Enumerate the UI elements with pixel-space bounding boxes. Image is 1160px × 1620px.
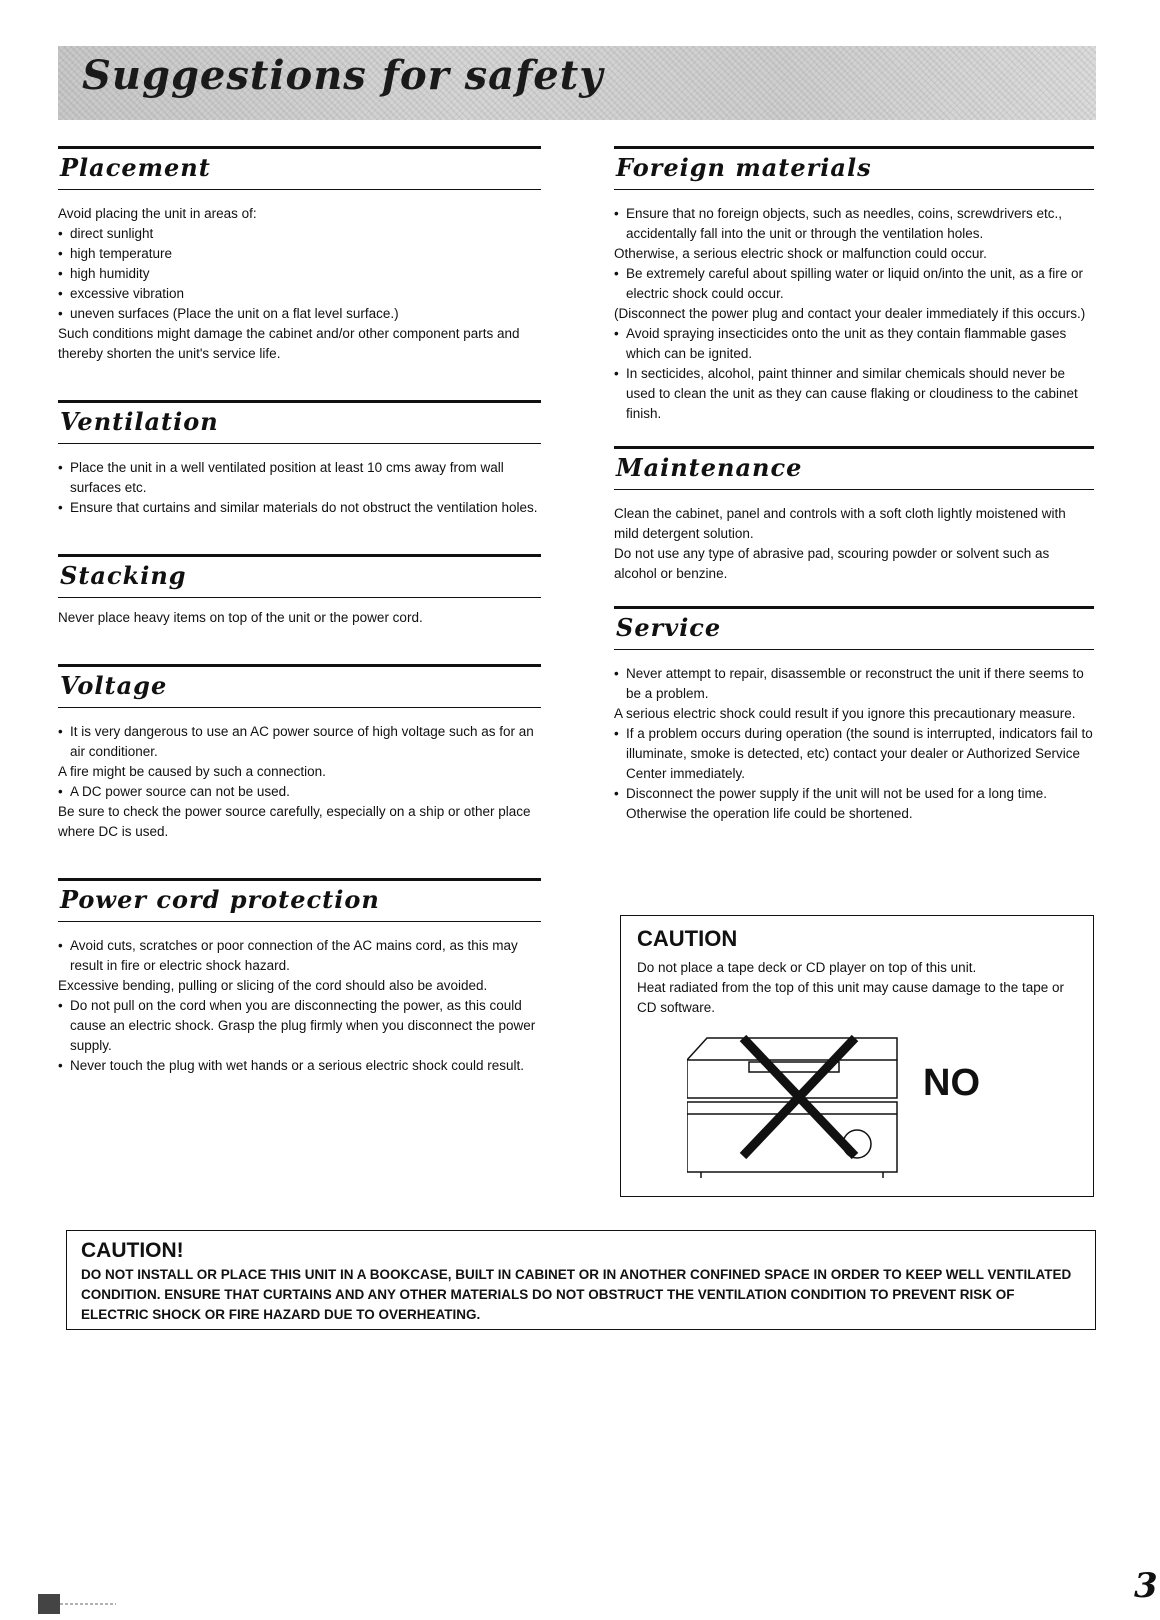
list-item-sub: A serious electric shock could result if you ignore this precautionary measure. <box>614 706 1076 721</box>
section-header <box>58 400 541 444</box>
section-body <box>614 204 1094 424</box>
section-stacking <box>58 554 541 628</box>
right-column <box>614 146 1094 824</box>
section-header <box>58 878 541 922</box>
power-cord-list <box>58 936 541 1076</box>
section-header <box>614 146 1094 190</box>
foreign-list <box>614 204 1094 424</box>
list-item: • Avoid spraying insecticides onto the unit as they contain flammable gases which can be ignited. <box>614 324 1094 364</box>
section-header <box>58 146 541 190</box>
list-item: • Avoid cuts, scratches or poor connection of the AC mains cord, as this may result in fire or electric shock hazard. <box>58 936 541 976</box>
section-ventilation <box>58 400 541 518</box>
list-item-sub: Excessive bending, pulling or slicing of the cord should also be avoided. <box>58 978 488 993</box>
section-placement <box>58 146 541 364</box>
lower-unit <box>687 1102 897 1172</box>
upper-unit-top <box>687 1038 897 1060</box>
list-item: • Never attempt to repair, disassemble or reconstruct the unit if there seems to be a problem. <box>614 664 1094 704</box>
left-column <box>58 146 541 1076</box>
caution-line: Do not place a tape deck or CD player on top of this unit. <box>637 960 977 975</box>
list-item: • Ensure that no foreign objects, such as needles, coins, screwdrivers etc., accidentally fall into the unit or through the ventilation holes. <box>614 204 1094 244</box>
section-foreign-materials <box>614 146 1094 424</box>
maintenance-p2: Do not use any type of abrasive pad, scouring powder or solvent such as alcohol or benzine. <box>614 546 1050 581</box>
list-item: • Never touch the plug with wet hands or a serious electric shock could result. <box>58 1056 541 1076</box>
list-item: • Disconnect the power supply if the unit will not be used for a long time. Otherwise the operation life could be shortened. <box>614 784 1094 824</box>
scan-mark-icon <box>38 1590 118 1616</box>
bottom-caution-title: CAUTION! <box>81 1239 184 1262</box>
section-header <box>614 606 1094 650</box>
section-service <box>614 606 1094 824</box>
no-label: NO <box>923 1062 980 1104</box>
ventilation-list <box>58 458 541 518</box>
section-title-stacking: Stacking <box>60 561 187 590</box>
section-header <box>58 664 541 708</box>
bottom-caution-box <box>66 1230 1096 1330</box>
caution-box <box>620 915 1094 1197</box>
section-title-service: Service <box>616 613 722 642</box>
section-voltage <box>58 664 541 842</box>
bottom-caution-text: DO NOT INSTALL OR PLACE THIS UNIT IN A BOOKCASE, BUILT IN CABINET OR IN ANOTHER CONFINED SPACE IN ORDER TO KEEP WELL VENTILATED CONDITION. ENSURE THAT CURTAINS AND ANY OTHER MATERIALS DO NOT OBSTRUCT THE VENTILATION CONDITION TO PREVENT RISK OF ELECTRIC SHOCK OR FIRE HAZARD DUE TO OVERHEATING. <box>81 1267 1072 1322</box>
list-item-sub: (Disconnect the power plug and contact your dealer immediately if this occurs.) <box>614 306 1086 321</box>
list-item: • uneven surfaces (Place the unit on a flat level surface.) <box>58 304 541 324</box>
section-body <box>614 664 1094 824</box>
stacking-text: Never place heavy items on top of the unit or the power cord. <box>58 610 423 625</box>
section-body <box>614 504 1094 584</box>
section-title-power-cord: Power cord protection <box>60 885 380 914</box>
section-power-cord <box>58 878 541 1076</box>
caution-line: Heat radiated from the top of this unit may cause damage to the tape or CD software. <box>637 980 1064 1015</box>
header-banner <box>58 46 1096 120</box>
list-item: • high temperature <box>58 244 541 264</box>
placement-list <box>58 224 541 324</box>
list-item: • direct sunlight <box>58 224 541 244</box>
no-cross-icon <box>743 1038 855 1156</box>
section-title-foreign-materials: Foreign materials <box>616 153 872 182</box>
list-item: • It is very dangerous to use an AC power source of high voltage such as for an air conditioner. <box>58 722 541 762</box>
section-title-ventilation: Ventilation <box>60 407 219 436</box>
page-number: 3 <box>1134 1566 1158 1606</box>
placement-outro: Such conditions might damage the cabinet and/or other component parts and thereby shorten the unit's service life. <box>58 326 520 361</box>
list-item-sub: A fire might be caused by such a connection. <box>58 764 326 779</box>
section-title-placement: Placement <box>60 153 211 182</box>
section-title-maintenance: Maintenance <box>616 453 803 482</box>
placement-intro: Avoid placing the unit in areas of: <box>58 206 257 221</box>
section-body <box>58 722 541 842</box>
list-item: • A DC power source can not be used. <box>58 782 541 802</box>
list-item: • Place the unit in a well ventilated position at least 10 cms away from wall surfaces etc. <box>58 458 541 498</box>
section-body <box>58 458 541 518</box>
section-body <box>58 204 541 364</box>
maintenance-p1: Clean the cabinet, panel and controls with a soft cloth lightly moistened with mild detergent solution. <box>614 506 1066 541</box>
list-item: • Be extremely careful about spilling water or liquid on/into the unit, as a fire or electric shock could occur. <box>614 264 1094 304</box>
list-item: • In secticides, alcohol, paint thinner and similar chemicals should never be used to clean the unit as they can cause flaking or cloudiness to the cabinet finish. <box>614 364 1094 424</box>
list-item: • high humidity <box>58 264 541 284</box>
section-body <box>58 936 541 1076</box>
service-list <box>614 664 1094 824</box>
section-body <box>58 608 541 628</box>
section-title-voltage: Voltage <box>60 671 168 700</box>
list-item: • Do not pull on the cord when you are disconnecting the power, as this could cause an electric shock. Grasp the plug firmly when you disconnect the power supply. <box>58 996 541 1056</box>
list-item: • Ensure that curtains and similar materials do not obstruct the ventilation holes. <box>58 498 541 518</box>
caution-title: CAUTION <box>637 926 738 951</box>
page-title: Suggestions for safety <box>82 52 604 99</box>
list-item: • If a problem occurs during operation (the sound is interrupted, indicators fail to illuminate, smoke is detected, etc) contact your dealer or Authorized Service Center immediately. <box>614 724 1094 784</box>
section-header <box>614 446 1094 490</box>
section-header <box>58 554 541 598</box>
caution-text <box>637 958 1077 1018</box>
list-item-sub: Be sure to check the power source carefully, especially on a ship or other place where DC is used. <box>58 804 531 839</box>
voltage-list <box>58 722 541 842</box>
stacking-illustration <box>687 1032 917 1182</box>
section-maintenance <box>614 446 1094 584</box>
list-item: • excessive vibration <box>58 284 541 304</box>
list-item-sub: Otherwise, a serious electric shock or malfunction could occur. <box>614 246 987 261</box>
